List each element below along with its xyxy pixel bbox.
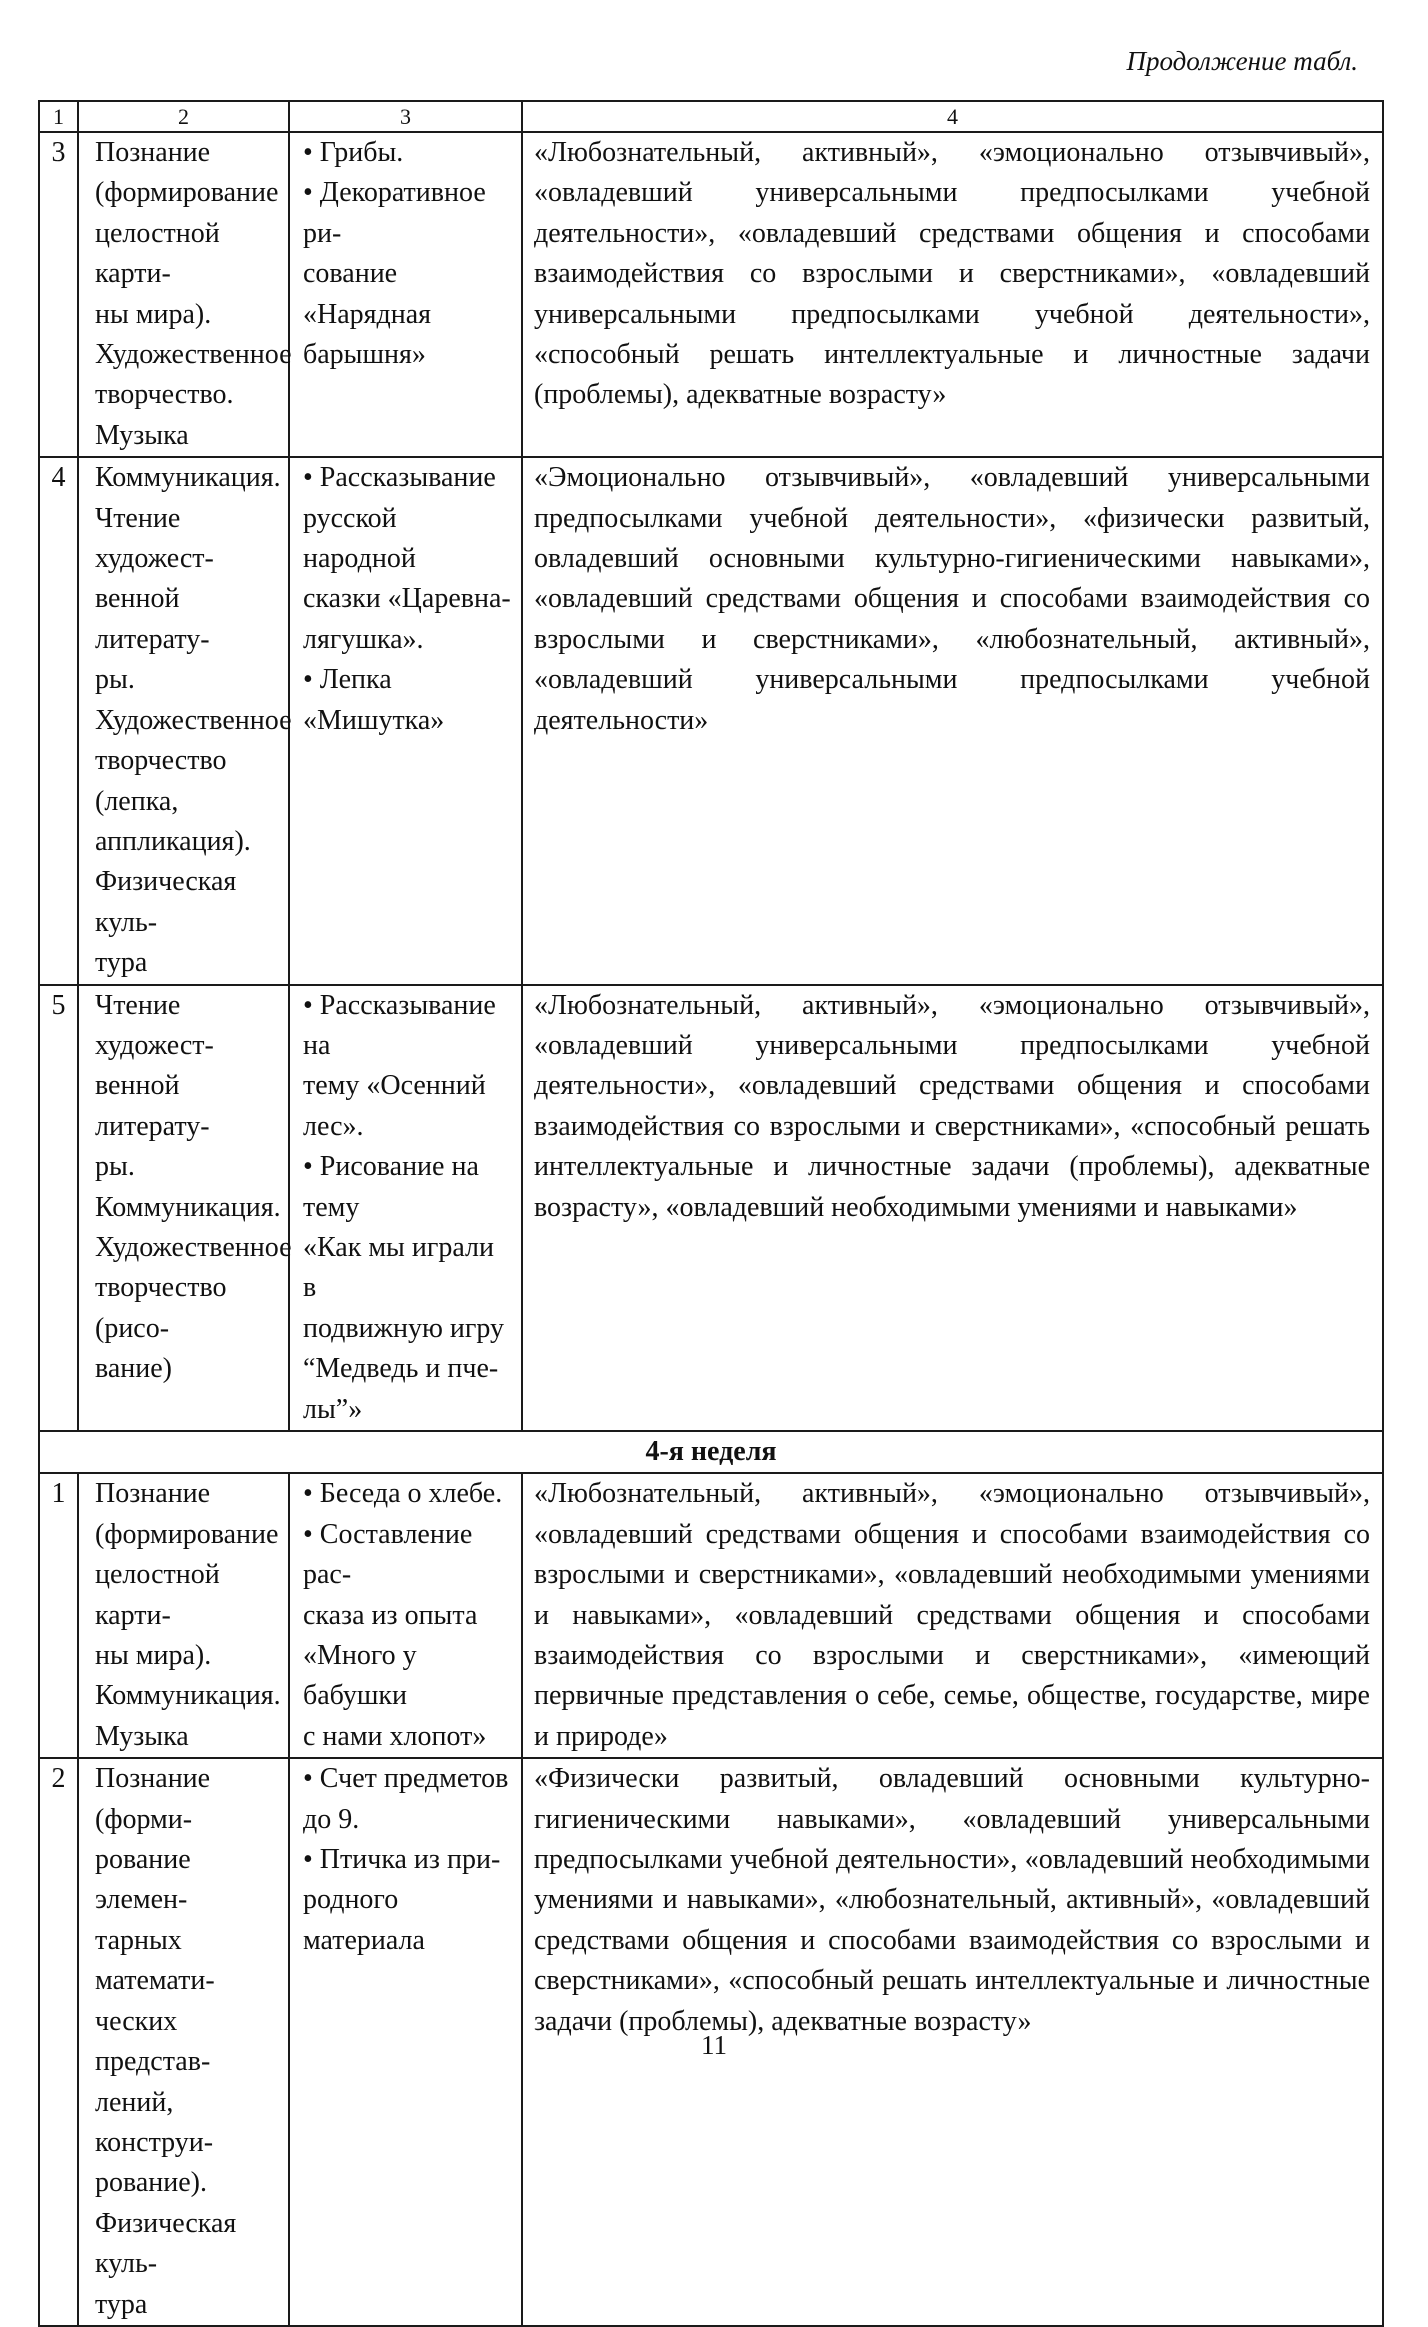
area-line: Чтение художест- [95, 989, 214, 1061]
activity-line: «Как мы играли в [303, 1231, 494, 1304]
activity-line: “Медведь и пче- [303, 1353, 499, 1385]
table-row [39, 132, 1383, 457]
activities-cell [289, 132, 522, 457]
activity-line: • Декоративное ри- [303, 177, 486, 249]
activity-line: лягушка». [303, 623, 424, 655]
week-label: 4-я неделя [39, 1431, 1383, 1473]
area-line: лений, конструи- [95, 2086, 214, 2158]
activity-line: с нами хлопот» [303, 1720, 487, 1752]
activity-table [38, 100, 1384, 2327]
activity-line: • Птичка из при- [303, 1844, 501, 1876]
area-line: рование). [95, 2167, 207, 2199]
area-line: тура [95, 947, 148, 979]
row-number: 2 [39, 1758, 78, 2326]
activity-line: • Лепка «Мишутка» [303, 664, 445, 736]
area-line: (формирование [95, 177, 279, 209]
activity-line: лы”» [303, 1393, 363, 1425]
area-line: Художественное [95, 1231, 292, 1263]
area-line: творчество (лепка, [95, 745, 227, 817]
activity-line: «Много у бабушки [303, 1640, 417, 1712]
area-line: Коммуникация. [95, 1191, 281, 1223]
row-number: 1 [39, 1473, 78, 1758]
educational-area-cell [78, 1473, 289, 1758]
integrative-qualities-cell: «Любознательный, активный», «эмоционально отзывчивый», «овладевший средствами общения и способами взаимодействия со взрослыми и сверстниками», «овладевший необходимыми умениями и навыками», «овладевший средствами общения и способами взаимодействия со взрослыми и сверстниками», «имеющий первичные представления о себе, семье, обществе, государстве, мире и природе» [522, 1473, 1383, 1758]
area-line: Коммуникация. [95, 462, 281, 494]
educational-area-cell [78, 132, 292, 457]
area-line: Художественное [95, 704, 292, 736]
area-line: аппликация). [95, 825, 251, 857]
table-row [39, 985, 1383, 1431]
educational-area-cell [78, 985, 292, 1431]
header-cell: 3 [289, 101, 522, 132]
continuation-caption: Продолжение табл. [1126, 46, 1358, 76]
activity-line: • Счет предметов [303, 1763, 509, 1795]
area-line: Физическая куль- [95, 866, 237, 938]
area-line: ны мира). [95, 298, 212, 330]
activity-line: сование «Нарядная [303, 258, 432, 330]
row-number: 5 [39, 985, 78, 1431]
area-line: Художественное [95, 339, 292, 371]
activities-cell [289, 457, 522, 984]
area-line: Музыка [95, 1720, 189, 1752]
area-line: ческих представ- [95, 2005, 211, 2078]
integrative-qualities-cell: «Физически развитый, овладевший основными культурно-гигиеническими навыками», «овладевший универсальными предпосылками учебной деятельности», «овладевший необходимыми умениями и навыками», «любознательный, активный», «овладевший средствами общения и способами взаимодействия со взрослыми и сверстниками», «способный решать интеллектуальные и личностные задачи (проблемы), адекватные возрасту» [522, 1758, 1383, 2326]
area-line: вание) [95, 1353, 172, 1385]
educational-area-cell [78, 457, 292, 984]
rows-week-4 [39, 1473, 1383, 2326]
activity-line: • Беседа о хлебе. [303, 1478, 503, 1510]
area-line: Физическая куль- [95, 2207, 237, 2280]
area-line: Познание (форми- [95, 1763, 211, 1835]
activity-line: сказа из опыта [303, 1599, 478, 1631]
area-line: Коммуникация. [95, 1680, 281, 1712]
area-line: рование элемен- [95, 1844, 191, 1916]
area-line: Познание [95, 1478, 211, 1510]
rows-week-3 [39, 132, 1383, 1431]
header-cell: 4 [522, 101, 1383, 132]
activity-line: • Составление рас- [303, 1518, 473, 1591]
activity-line: • Рисование на тему [303, 1151, 479, 1223]
area-line: Чтение художест- [95, 502, 214, 575]
area-line: венной литерату- [95, 583, 210, 655]
area-line: (формирование [95, 1518, 279, 1550]
area-line: творчество (рисо- [95, 1272, 227, 1344]
area-line: творчество. [95, 379, 234, 411]
activity-line: • Грибы. [303, 137, 404, 168]
area-line: целостной карти- [95, 1559, 220, 1631]
activity-line: • Рассказывание на [303, 989, 496, 1061]
area-line: ры. [95, 664, 135, 696]
integrative-qualities-cell: «Эмоционально отзывчивый», «овладевший универсальными предпосылками учебной деятельности», «физически развитый, овладевший основными культурно-гигиеническими навыками», «овладевший средствами общения и способами взаимодействия со взрослыми и сверстниками», «любознательный, активный», «овладевший универсальными предпосылками учебной деятельности» [522, 457, 1383, 984]
activity-line: подвижную игру [303, 1312, 504, 1344]
activity-line: родного материала [303, 1884, 425, 1956]
area-line: ры. [95, 1151, 135, 1183]
area-line: тарных математи- [95, 1924, 215, 1997]
activities-cell [289, 985, 522, 1431]
header-cell: 1 [39, 101, 78, 132]
area-line: Музыка [95, 419, 189, 451]
area-line: венной литерату- [95, 1070, 210, 1142]
activity-line: русской народной [303, 502, 416, 575]
table-header-row [39, 101, 1383, 132]
activity-line: до 9. [303, 1803, 360, 1835]
area-line: тура [95, 2288, 148, 2320]
activity-line: сказки «Царевна- [303, 583, 511, 615]
activity-line: барышня» [303, 339, 426, 371]
row-number: 3 [39, 132, 78, 457]
week-row [39, 1431, 1383, 1473]
table-row [39, 1473, 1383, 1758]
activity-line: • Рассказывание [303, 462, 496, 494]
activities-cell [289, 1473, 522, 1758]
row-number: 4 [39, 457, 78, 984]
page-number: 11 [701, 2030, 727, 2060]
table-row [39, 457, 1383, 984]
activity-line: лес». [303, 1110, 364, 1142]
header-cell: 2 [78, 101, 289, 132]
activity-line: тему «Осенний [303, 1070, 486, 1102]
area-line: Познание [95, 137, 211, 168]
area-line: ны мира). [95, 1640, 212, 1672]
area-line: целостной карти- [95, 217, 220, 290]
integrative-qualities-cell: «Любознательный, активный», «эмоционально отзывчивый», «овладевший универсальными предпосылками учебной деятельности», «овладевший средствами общения и способами взаимодействия со взрослыми и сверстниками», «способный решать интеллектуальные и личностные задачи (проблемы), адекватные возрасту», «овладевший необходимыми умениями и навыками» [522, 985, 1383, 1431]
integrative-qualities-cell: «Любознательный, активный», «эмоционально отзывчивый», «овладевший универсальными предпосылками учебной деятельности», «овладевший средствами общения и способами взаимодействия со взрослыми и сверстниками», «овладевший универсальными предпосылками учебной деятельности», «способный решать интеллектуальные и личностные задачи (проблемы), адекватные возрасту» [522, 132, 1383, 457]
